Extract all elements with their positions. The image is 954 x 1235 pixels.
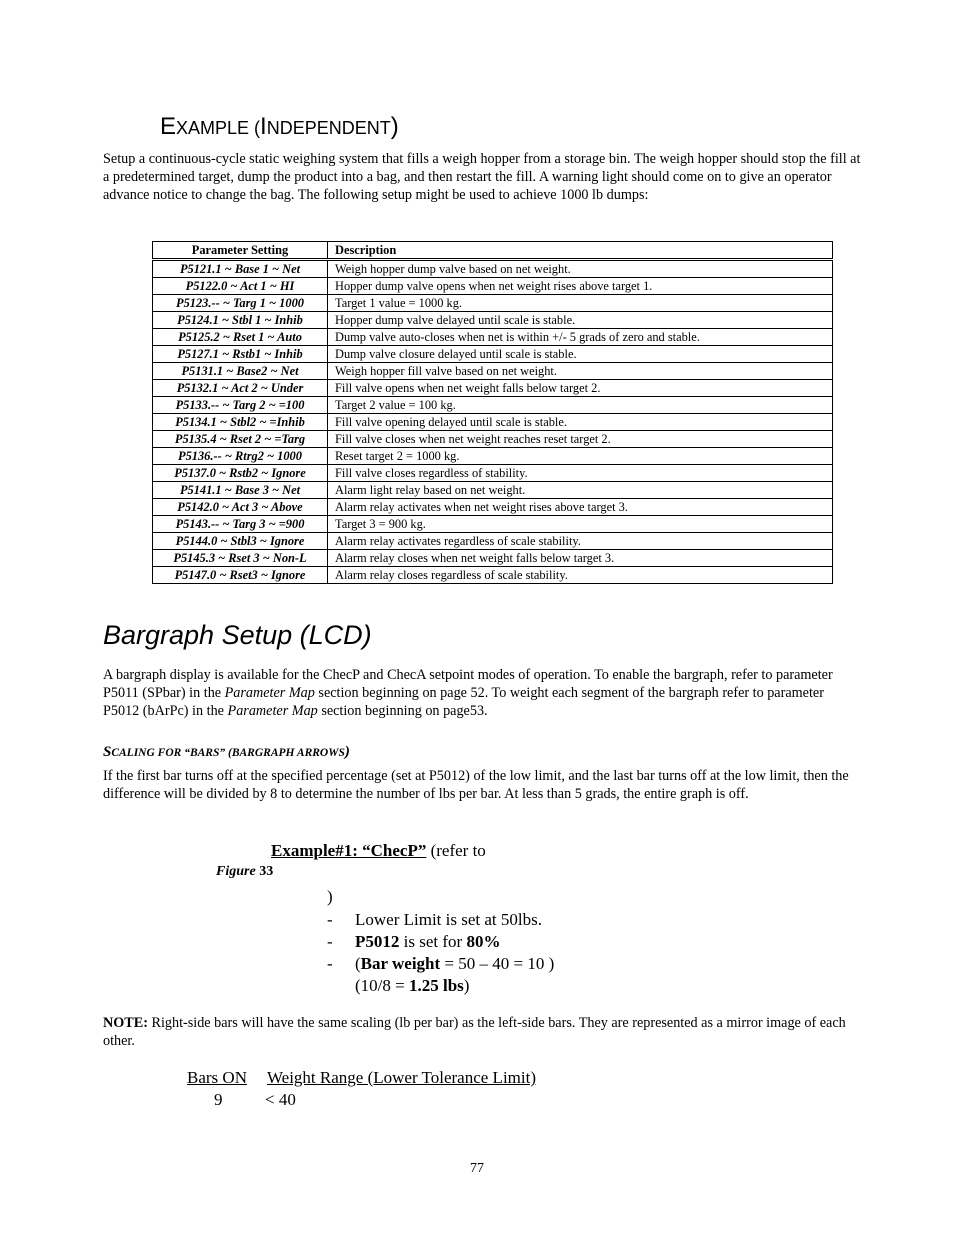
figure-word: Figure [216, 864, 256, 879]
header-description: Description [328, 242, 833, 260]
description-cell: Dump valve closure delayed until scale is stable. [328, 346, 833, 363]
table-row [153, 516, 833, 533]
description-cell: Target 2 value = 100 kg. [328, 397, 833, 414]
intro-paragraph: Setup a continuous-cycle static weighing system that fills a weigh hopper from a storage bin. The weigh hopper should stop the fill at a predetermined target, dump the product into a bag, and then restart the fill. A warning light should come on to give an operator advance notice to change the bag. The following setup might be used to achieve 1000 lb dumps: [103, 151, 861, 203]
bargraph-text-2: section beginning on page 52. To weight each segment of the bargraph refer to parameter P5012 (bArPc) in the [103, 685, 824, 719]
parameter-setting-cell: P5124.1 ~ Stbl 1 ~ Inhib [153, 312, 328, 329]
scaling-rest2: BARGRAPH ARROWS [231, 747, 345, 759]
parameter-table [152, 241, 833, 584]
table-row [153, 465, 833, 482]
parameter-setting-cell: P5141.1 ~ Base 3 ~ Net [153, 482, 328, 499]
list-item-4-close: ) [463, 976, 470, 995]
parameter-setting-cell: P5144.0 ~ Stbl3 ~ Ignore [153, 533, 328, 550]
bars-on-header: Bars ON [187, 1068, 247, 1087]
bargraph-heading: Bargraph Setup (LCD) [103, 620, 372, 650]
description-cell: Alarm light relay based on net weight. [328, 482, 833, 499]
parameter-setting-cell: P5122.0 ~ Act 1 ~ HI [153, 278, 328, 295]
header-parameter-setting: Parameter Setting [153, 242, 328, 260]
table-row [153, 499, 833, 516]
table-row [153, 550, 833, 567]
table-row [153, 533, 833, 550]
example-heading-cap1: E [160, 113, 177, 140]
parameter-setting-cell: P5136.-- ~ Rtrg2 ~ 1000 [153, 448, 328, 465]
list-item-4-open: (10/8 = [355, 976, 409, 995]
list-item-2-bold1: P5012 [355, 932, 400, 951]
list-item-1-text: Lower Limit is set at 50lbs. [355, 910, 542, 929]
parameter-setting-cell: P5134.1 ~ Stbl2 ~ =Inhib [153, 414, 328, 431]
note-label: NOTE: [103, 1015, 148, 1031]
figure-number: 33 [255, 864, 274, 879]
list-item-3-rest: = 50 – 40 = 10 ) [440, 954, 555, 973]
page-number: 77 [470, 1161, 484, 1176]
table-header-row [153, 242, 833, 260]
parameter-setting-cell: P5131.1 ~ Base2 ~ Net [153, 363, 328, 380]
parameter-map-ref-2: Parameter Map [227, 703, 318, 719]
list-dash: - [327, 910, 333, 929]
figure-ref [216, 863, 273, 881]
parameter-setting-cell: P5125.2 ~ Rset 1 ~ Auto [153, 329, 328, 346]
list-dash: - [327, 932, 333, 951]
example-heading-rest1: XAMPLE ( [176, 118, 261, 138]
scaling-mid: ” ( [219, 747, 232, 759]
close-paren: ) [327, 887, 333, 906]
table-row [153, 567, 833, 584]
description-cell: Weigh hopper dump valve based on net weight. [328, 260, 833, 278]
table-row [153, 278, 833, 295]
bars-on-value: 9 [214, 1090, 223, 1109]
weight-range-value: < 40 [265, 1090, 296, 1109]
table-row [153, 346, 833, 363]
list-item-2-mid: is set for [399, 932, 467, 951]
parameter-setting-cell: P5132.1 ~ Act 2 ~ Under [153, 380, 328, 397]
table-row [153, 431, 833, 448]
list-item-3-bold: Bar weight [360, 954, 441, 973]
description-cell: Fill valve opens when net weight falls below target 2. [328, 380, 833, 397]
list-item-4-text [355, 975, 469, 997]
scaling-close: ) [344, 744, 350, 760]
example1-rest: (refer to [426, 841, 486, 860]
example1-label: Example#1: “ChecP” [271, 841, 427, 860]
description-cell: Fill valve closes regardless of stability. [328, 465, 833, 482]
description-cell: Fill valve opening delayed until scale is stable. [328, 414, 833, 431]
list-item-4-bold: 1.25 lbs [408, 976, 464, 995]
description-cell: Reset target 2 = 1000 kg. [328, 448, 833, 465]
scaling-heading [103, 742, 350, 763]
table-row [153, 448, 833, 465]
note-paragraph [103, 1014, 863, 1050]
table-row [153, 380, 833, 397]
bars-table-header [187, 1067, 536, 1089]
description-cell: Hopper dump valve opens when net weight rises above target 1. [328, 278, 833, 295]
description-cell: Weigh hopper fill valve based on net weight. [328, 363, 833, 380]
description-cell: Alarm relay closes when net weight falls below target 3. [328, 550, 833, 567]
bargraph-paragraph [103, 666, 863, 720]
list-dash: - [327, 954, 333, 973]
description-cell: Hopper dump valve delayed until scale is stable. [328, 312, 833, 329]
description-cell: Fill valve closes when net weight reaches reset target 2. [328, 431, 833, 448]
scaling-paragraph: If the first bar turns off at the specified percentage (set at P5012) of the low limit, and the last bar turns off at the low limit, then the difference will be divided by 8 to determine the number of lbs per bar. At less than 5 grads, the entire graph is off. [103, 768, 849, 802]
example-heading [160, 112, 399, 143]
table-row [153, 414, 833, 431]
list-item-3-text [355, 953, 554, 975]
table-row [153, 482, 833, 499]
table-row [153, 312, 833, 329]
table-row [153, 260, 833, 278]
bargraph-text-1: A bargraph display is available for the ChecP and ChecA setpoint modes of operation. To enable the bargraph, refer to parameter P5011 (SPbar) in the [103, 667, 833, 701]
description-cell: Alarm relay activates when net weight rises above target 3. [328, 499, 833, 516]
parameter-setting-cell: P5137.0 ~ Rstb2 ~ Ignore [153, 465, 328, 482]
parameter-setting-cell: P5135.4 ~ Rset 2 ~ =Targ [153, 431, 328, 448]
table-row [153, 329, 833, 346]
parameter-setting-cell: P5133.-- ~ Targ 2 ~ =100 [153, 397, 328, 414]
description-cell: Target 1 value = 1000 kg. [328, 295, 833, 312]
example-heading-cap2: I [260, 113, 267, 140]
weight-range-header: Weight Range (Lower Tolerance Limit) [266, 1068, 536, 1087]
parameter-setting-cell: P5142.0 ~ Act 3 ~ Above [153, 499, 328, 516]
parameter-setting-cell: P5123.-- ~ Targ 1 ~ 1000 [153, 295, 328, 312]
scaling-rest1: CALING FOR “ [111, 747, 190, 759]
description-cell: Target 3 = 900 kg. [328, 516, 833, 533]
table-row [153, 295, 833, 312]
parameter-map-ref-1: Parameter Map [224, 685, 315, 701]
scaling-word: BARS [189, 747, 220, 759]
example-heading-close: ) [390, 113, 399, 140]
parameter-setting-cell: P5121.1 ~ Base 1 ~ Net [153, 260, 328, 278]
list-item-2-text [355, 931, 500, 953]
list-item-2-bold2: 80% [466, 932, 501, 951]
description-cell: Dump valve auto-closes when net is within +/- 5 grads of zero and stable. [328, 329, 833, 346]
bargraph-text-3: section beginning on page53. [317, 703, 488, 719]
list-item-3-open: ( [355, 954, 361, 973]
table-row [153, 397, 833, 414]
scaling-cap1: S [103, 744, 112, 760]
example-heading-rest2: NDEPENDENT [266, 118, 391, 138]
example1-line [271, 840, 486, 862]
parameter-setting-cell: P5145.3 ~ Rset 3 ~ Non-L [153, 550, 328, 567]
parameter-setting-cell: P5147.0 ~ Rset3 ~ Ignore [153, 567, 328, 584]
table-row [153, 363, 833, 380]
description-cell: Alarm relay activates regardless of scale stability. [328, 533, 833, 550]
parameter-setting-cell: P5127.1 ~ Rstb1 ~ Inhib [153, 346, 328, 363]
description-cell: Alarm relay closes regardless of scale stability. [328, 567, 833, 584]
parameter-setting-cell: P5143.-- ~ Targ 3 ~ =900 [153, 516, 328, 533]
note-text: Right-side bars will have the same scaling (lb per bar) as the left-side bars. They are represented as a mirror image of each other. [103, 1015, 846, 1049]
